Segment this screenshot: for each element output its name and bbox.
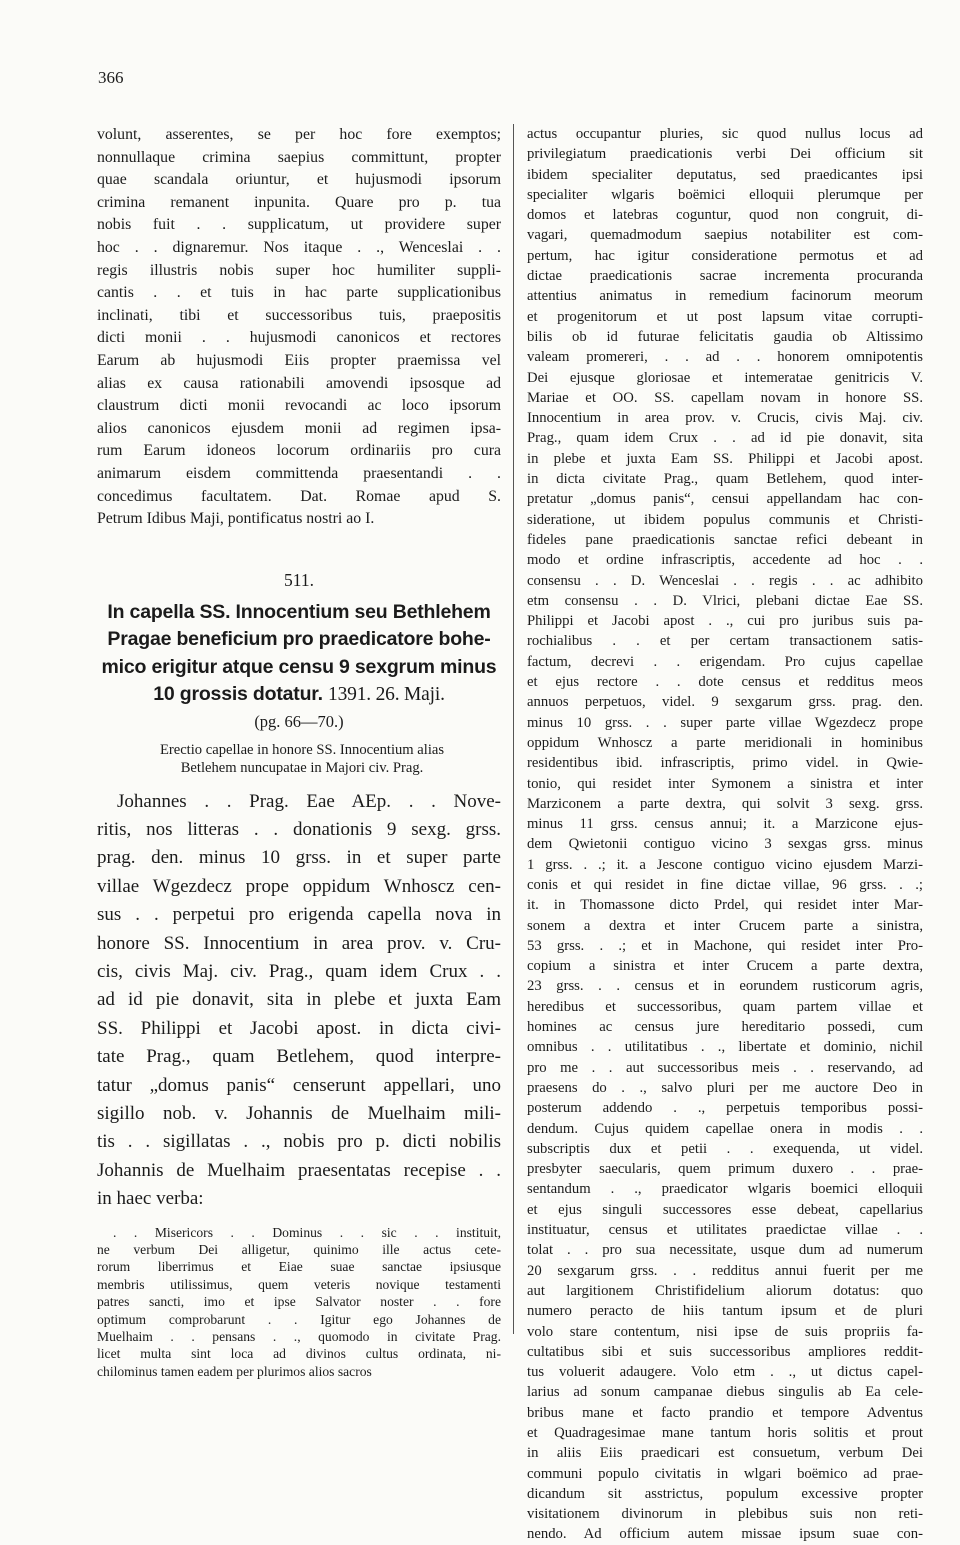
body-line: SS. Philippi et Jacobi apost. in dicta civi- (97, 1017, 501, 1039)
text-line: dendum. Cujus quidem capellae onera in modis . . (527, 1120, 923, 1137)
body-line: in haec verba: (97, 1188, 204, 1210)
text-line: residentibus ibid. infrascriptis, primo videl. in Qwie- (527, 755, 923, 772)
body-line: sus . . perpetui pro erigenda capella nova in (97, 904, 501, 926)
text-line: quae scandala oriuntur, et hujusmodi ipsorum (97, 171, 501, 189)
text-line: tonio, qui residet inter Symonem a sinistra et inter (527, 775, 923, 792)
text-line: posterum addendo . ., perpetuis temporibus possi- (527, 1100, 923, 1117)
heading-line: In capella SS. Innocentium seu Bethlehem (107, 600, 491, 623)
text-line: larius ad sonum campanae diebus singulis ab Ea cele- (527, 1384, 923, 1401)
text-line: 1 grss. . .; it. a Jescone contiguo vicino ejusdem Marzi- (527, 856, 923, 873)
text-line: rochialibus . . et per certam transactionem satis- (527, 633, 923, 650)
text-line: dictae praedicationis sacrae incrementa procuranda (527, 268, 923, 285)
text-line: nendo. Ad officium autem missae ipsum suae con- (527, 1526, 923, 1543)
text-line: subscriptis dux et petii . . exequenda, ut videl. (527, 1140, 923, 1157)
text-line: concedimus facultatem. Dat. Romae apud S. (97, 487, 501, 505)
text-line: oppidum Wnhoscz a parte meridionali in hominibus (527, 734, 923, 751)
text-line: attentius animatus in remedium facinorum meorum (527, 288, 923, 305)
text-line: dicti monii . . hujusmodi canonicos et rectores (97, 329, 501, 347)
regest-line: Betlehem nuncupatae in Majori civ. Prag. (180, 760, 424, 777)
paragraph-continuation (97, 124, 501, 531)
quote-line: rorum liberrimus et Eiae suae sanctae ipsiusque (97, 1259, 501, 1275)
text-line: et progenitorum et ut post lapsum vitae corrupti- (527, 308, 923, 325)
text-line: Philippi et Jacobi apost . ., cui pro juribus suis pa- (527, 613, 923, 630)
text-line: Mariae et OO. SS. capellam novam in honore SS. (527, 389, 923, 406)
text-line: regis illustris nobis super hoc humiliter suppli- (97, 261, 501, 279)
text-line: rum Earum idoneos locorum ordinariis pro cura (97, 442, 501, 460)
body-line: ad id pie donavit, sita in plebe et juxta Eam (97, 989, 501, 1011)
text-line: sideratione, ut ibidem populus communis et Christi- (527, 511, 923, 528)
text-line: Earum ab hujusmodi Eiis propter praemissa vel (97, 351, 501, 369)
text-line: fideles pane praedicationis sanctae refici debeant in (527, 531, 923, 548)
text-line: claustrum dicti monii revocandi ac loco ipsorum (97, 397, 501, 415)
page-reference: (pg. 66—70.) (254, 711, 344, 731)
body-line: villae Wgezdecz prope oppidum Wnhoscz cen- (97, 875, 501, 897)
text-line: volunt, asserentes, se per hoc fore exemptos; (97, 126, 501, 143)
text-line: aut largitionem Christifidelium aliorum dotatus: quo (527, 1282, 923, 1299)
document-number: 511. (284, 569, 314, 590)
text-line: dicandum sit asstrictus, populum excessive propter (527, 1485, 923, 1502)
text-line: specialiter wlgaris boëmici elloquii plerumque per (527, 186, 923, 203)
text-line: annuos perpetuos, videl. 9 sexgarum grss. prag. den. (527, 694, 923, 711)
left-column (97, 124, 501, 1380)
body-line: tis . . sigillatas . ., nobis pro p. dicti nobilis (97, 1131, 501, 1153)
text-line: sonem a dextra et inter Crucem parte a sinistra, (527, 917, 923, 934)
heading-line: Pragae beneficium pro praedicatore bohe- (107, 628, 491, 651)
quote-line: patres sancti, imo et ipse Salvator noster . . fore (97, 1294, 501, 1310)
text-line: bribus mane et facto prandio et tempore Adventus (527, 1404, 923, 1421)
text-line: communi populo civitatis in wlgari boëmico ad prae- (527, 1465, 923, 1482)
column-rule (513, 124, 514, 1334)
text-line: 53 grss. . .; et in Machone, qui residet inter Pro- (527, 937, 923, 954)
text-line: in aliis Eiis praedicari est consuetum, verbum Dei (527, 1445, 923, 1462)
right-column (527, 124, 923, 1545)
body-line: prag. den. minus 10 grss. in et super parte (97, 847, 501, 869)
heading-last-line (97, 681, 501, 709)
text-line: in plebe et juxta Eam SS. Philippi et Jacobi apost. (527, 450, 923, 467)
regest (97, 741, 501, 778)
quote-line: licet multa sint loca ad divinos cultus ordinata, ni- (97, 1346, 501, 1362)
text-line: nonnullaque crimina saepius committunt, propter (97, 148, 501, 166)
text-line: bilis ob id futurae felicitatis gaudia ob Altissimo (527, 328, 923, 345)
text-line: copium a sinistra et inter Crucem a parte dextra, (527, 958, 923, 975)
text-line: etm consensu . . D. Vlrici, plebani dictae Eae SS. (527, 592, 923, 609)
text-line: sentandum . ., praedicator wlgaris boemici elloquii (527, 1181, 923, 1198)
body-line: honore SS. Innocentium in area prov. v. Cru- (97, 932, 501, 954)
text-line: pertum, hac igitur consideratione permotus et ad (527, 247, 923, 264)
body-line: sigillo nob. v. Johannis de Muelhaim mili- (97, 1102, 501, 1124)
text-line: crimina remanent inpunita. Quare pro p. tua (97, 193, 501, 211)
text-line: Marziconem a parte dextra, qui solvit 3 sexg. grss. (527, 795, 923, 812)
text-line: minus 10 grss. . . super parte villae Wgezdecz prope (527, 714, 923, 731)
text-line: inclinati, tibi et successoribus tuis, praepositis (97, 306, 501, 324)
text-line: Prag., quam idem Crux . . ad id pie donavit, sita (527, 430, 923, 447)
text-line: praesens do . ., salvo pluri per me auctore Deo in (527, 1079, 923, 1096)
text-line: Innocentium in area prov. v. Crucis, civis Maj. civ. (527, 410, 923, 427)
quote-line: chilominus tamen eadem per plurimos alios sacros (97, 1363, 372, 1379)
quote-line: optimum comprobarunt . . Igitur ego Johannes de (97, 1311, 501, 1327)
text-line: et ejus singuli successores esse debeat, capellarius (527, 1201, 923, 1218)
text-line: modo et ordine infrascriptis, accedente ad hoc . . (527, 552, 923, 569)
heading-line: mico erigitur atque censu 9 sexgrum minus (101, 655, 497, 678)
document-body (97, 788, 501, 1214)
text-line: valeam promereri, . . ad . . honorem omnipotentis (527, 349, 923, 366)
body-line: ritis, nos litteras . . donationis 9 sexg. grss. (97, 818, 501, 840)
body-line: cis, civis Maj. civ. Prag., quam idem Crux . . (97, 960, 501, 982)
text-line: instituatur, census et utilitates praedictae villae . . (527, 1222, 923, 1239)
body-line: tate Prag., quam Betlehem, quod interpre- (97, 1046, 501, 1068)
text-line: visitationem divinorum in plebibus suis non reti- (527, 1506, 923, 1523)
text-line: factum, decrevi . . erigendam. Pro cujus capellae (527, 653, 923, 670)
text-line: consensu . . D. Wenceslai . . regis . . ac adhibito (527, 572, 923, 589)
text-line: Dei ejusque gloriosae et intemeratae genitricis V. (527, 369, 923, 386)
text-line: pretatur „domus panis“, censui appellandam hac con- (527, 491, 923, 508)
quote-line: ne verbum Dei alligetur, quinimo ille actus cete- (97, 1242, 501, 1257)
body-line: Johannes . . Prag. Eae AEp. . . Nove- (117, 790, 501, 812)
text-line: presbyter saecularis, quem primum duxero . . prae- (527, 1161, 923, 1178)
text-line: numero peracto de hiis tantum ipsum et de pluri (527, 1303, 923, 1320)
text-line: ibidem specialiter deputatus, sed praedicantes ipsi (527, 166, 923, 183)
text-line: tolat . . pro sua necessitate, usque dum ad numerum (527, 1242, 923, 1259)
charter-text (527, 124, 923, 1545)
text-line: cantis . . et tuis in hac parte supplicationibus (97, 284, 501, 302)
page-number: 366 (98, 68, 124, 87)
text-line: minus 11 grss. census annui; it. a Marzicone ejus- (527, 816, 923, 833)
text-line: alios canonicos ejusdem monii ad regimen ipsa- (97, 419, 501, 437)
text-line: 23 grss. . . census et in eorundem rusticorum agris, (527, 978, 923, 995)
text-line: privilegiatum praedicationis verbi Dei officium sit (527, 146, 923, 163)
text-line: conis et qui residet in fine dictae villae, 96 grss. . .; (527, 876, 923, 893)
text-line: tus voluerit adaugere. Volo etm . ., ut dictus capel- (527, 1364, 923, 1381)
heading-date: 1391. 26. Maji. (328, 684, 445, 706)
quote-line: . . Misericors . . Dominus . . sic . . instituit, (113, 1224, 501, 1240)
text-line: actus occupantur pluries, sic quod nullus locus ad (527, 126, 923, 142)
text-line: 20 sexgarum grss. . . redditus annui fuerit per me (527, 1262, 923, 1279)
text-line: et ejus rectore . . dote census et redditus meos (527, 674, 923, 691)
document-heading (97, 599, 501, 682)
text-line: heredibus et successoribus, quam partem villae et (527, 998, 923, 1015)
text-line: pro me . . aut successoribus meis . . reservando, ad (527, 1059, 923, 1076)
regest-line: Erectio capellae in honore SS. Innocentium alias (159, 741, 445, 758)
body-line: tatur „domus panis“ censerunt appellari, uno (97, 1074, 501, 1096)
text-line: vagari, quemadmodum saepius notabiliter est com- (527, 227, 923, 244)
text-line: domos et latebras coguntur, quod non congruit, di- (527, 207, 923, 224)
quoted-charter (97, 1224, 501, 1381)
text-line: nobis fuit . . supplicatum, ut providere super (97, 216, 501, 234)
text-line: dem Qwietonii contiguo vicino 3 sexgas grss. minus (527, 836, 923, 853)
text-line: homines ac census jure hereditario possedi, cum (527, 1019, 923, 1036)
text-line: cultatibus sibi et suis successoribus ampliores reddit- (527, 1343, 923, 1360)
heading-last-bold: 10 grossis dotatur. (153, 683, 323, 706)
quote-line: Muelhaim . . pensans . ., quomodo in civitate Prag. (97, 1329, 501, 1345)
text-line: et Quadragesimae mane tantum horis solitis et prout (527, 1425, 923, 1441)
text-line: omnibus . . utilitatibus . ., libertate et dominio, nichil (527, 1039, 923, 1056)
text-line: alias ex causa rationabili amovendi ipsosque ad (97, 374, 501, 392)
text-line: Petrum Idibus Maji, pontificatus nostri ao I. (97, 510, 375, 528)
text-line: it. in Thomassone dicto Prdel, qui residet inter Mar- (527, 897, 923, 914)
text-line: in dicta civitate Prag., quam Betlehem, quod inter- (527, 471, 923, 488)
text-line: volo stare contentum, nisi ipse de suis propriis fa- (527, 1323, 923, 1340)
quote-line: membris utilissimus, quem veteris novique testamenti (97, 1276, 501, 1292)
text-line: hoc . . dignaremur. Nos itaque . ., Wenceslai . . (97, 238, 501, 256)
text-line: animarum eisdem committenda praesentandi . . (97, 464, 501, 482)
body-line: Johannis de Muelhaim praesentatas recepise . . (97, 1159, 501, 1181)
